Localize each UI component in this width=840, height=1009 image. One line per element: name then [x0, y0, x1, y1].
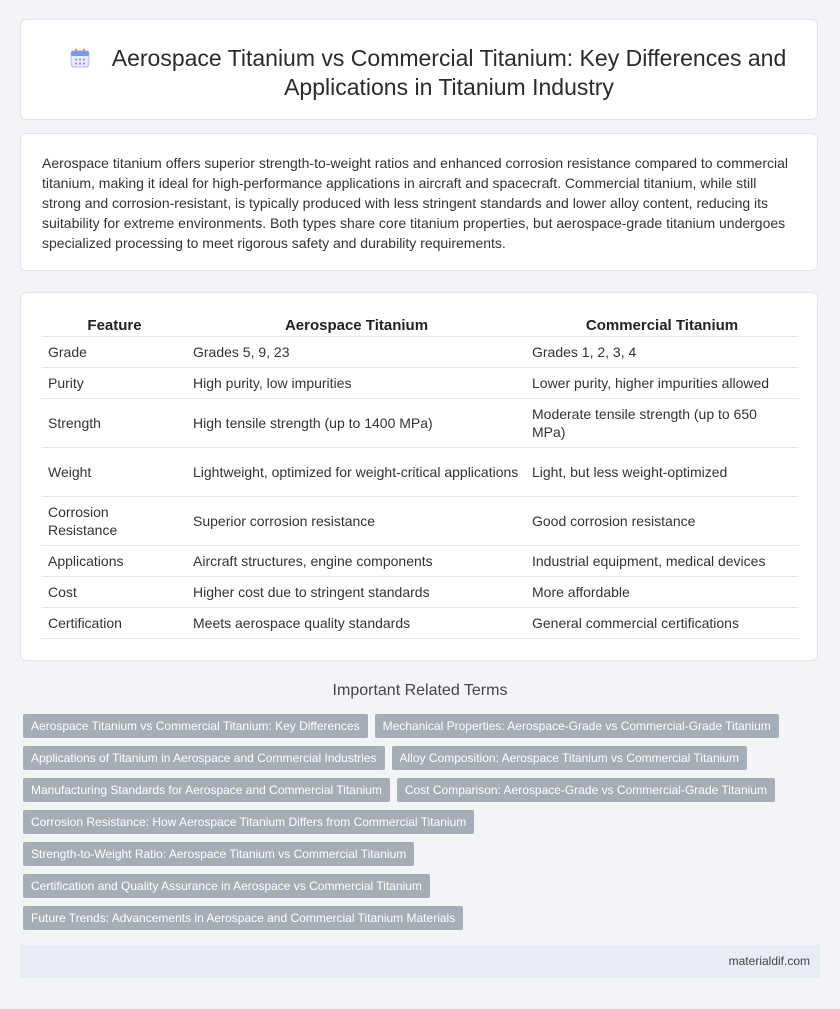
intro-card: [20, 133, 818, 271]
commercial-cell: Moderate tensile strength (up to 650 MPa): [526, 399, 798, 448]
table-row: [42, 448, 798, 497]
related-term-tag[interactable]: Alloy Composition: Aerospace Titanium vs Commercial Titanium: [392, 746, 747, 770]
feature-cell: Cost: [42, 577, 187, 608]
column-header: Commercial Titanium: [526, 312, 798, 337]
feature-cell: Weight: [42, 448, 187, 497]
table-row: [42, 399, 798, 448]
commercial-cell: Grades 1, 2, 3, 4: [526, 337, 798, 368]
related-terms-list: [23, 714, 823, 938]
table-row: [42, 577, 798, 608]
related-term-tag[interactable]: Strength-to-Weight Ratio: Aerospace Titanium vs Commercial Titanium: [23, 842, 414, 866]
commercial-cell: More affordable: [526, 577, 798, 608]
commercial-cell: Lower purity, higher impurities allowed: [526, 368, 798, 399]
related-terms-heading: Important Related Terms: [332, 682, 508, 699]
aerospace-cell: Superior corrosion resistance: [187, 497, 526, 546]
comparison-table: [42, 312, 798, 639]
feature-cell: Grade: [42, 337, 187, 368]
related-term-tag[interactable]: Mechanical Properties: Aerospace-Grade vs Commercial-Grade Titanium: [375, 714, 779, 738]
related-term-tag[interactable]: Corrosion Resistance: How Aerospace Titanium Differs from Commercial Titanium: [23, 810, 474, 834]
aerospace-cell: Aircraft structures, engine components: [187, 546, 526, 577]
aerospace-cell: Meets aerospace quality standards: [187, 608, 526, 639]
page-title: Aerospace Titanium vs Commercial Titanium: Key Differences and Applications in Titanium Industry: [111, 45, 787, 100]
aerospace-cell: Higher cost due to stringent standards: [187, 577, 526, 608]
aerospace-cell: Lightweight, optimized for weight-critical applications: [187, 448, 526, 497]
related-term-tag[interactable]: Manufacturing Standards for Aerospace and Commercial Titanium: [23, 778, 390, 802]
column-header: Feature: [42, 312, 187, 337]
table-row: [42, 497, 798, 546]
feature-cell: Purity: [42, 368, 187, 399]
commercial-cell: Good corrosion resistance: [526, 497, 798, 546]
footer: [20, 945, 820, 978]
related-term-tag[interactable]: Certification and Quality Assurance in Aerospace vs Commercial Titanium: [23, 874, 430, 898]
table-row: [42, 608, 798, 639]
feature-cell: Corrosion Resistance: [42, 497, 187, 546]
related-term-tag[interactable]: Cost Comparison: Aerospace-Grade vs Commercial-Grade Titanium: [397, 778, 775, 802]
table-row: [42, 337, 798, 368]
table-row: [42, 368, 798, 399]
commercial-cell: General commercial certifications: [526, 608, 798, 639]
aerospace-cell: Grades 5, 9, 23: [187, 337, 526, 368]
feature-cell: Strength: [42, 399, 187, 448]
table-header-row: [42, 312, 798, 337]
related-term-tag[interactable]: Future Trends: Advancements in Aerospace and Commercial Titanium Materials: [23, 906, 463, 930]
related-term-tag[interactable]: Aerospace Titanium vs Commercial Titanium: Key Differences: [23, 714, 368, 738]
column-header: Aerospace Titanium: [187, 312, 526, 337]
commercial-cell: Industrial equipment, medical devices: [526, 546, 798, 577]
feature-cell: Applications: [42, 546, 187, 577]
aerospace-cell: High purity, low impurities: [187, 368, 526, 399]
intro-paragraph: Aerospace titanium offers superior strength-to-weight ratios and enhanced corrosion resistance compared to commercial titanium, making it ideal for high-performance applications in aircraft and spacecraft. Commercial titanium, while still strong and corrosion-resistant, is typically produced with less stringent standards and lower alloy content, reducing its suitability for extreme environments. Both types share core titanium properties, but aerospace-grade titanium undergoes specialized processing to meet rigorous safety and durability requirements.: [42, 155, 788, 251]
aerospace-cell: High tensile strength (up to 1400 MPa): [187, 399, 526, 448]
table-row: [42, 546, 798, 577]
header-card: [20, 19, 818, 120]
footer-site-link[interactable]: materialdif.com: [728, 954, 810, 968]
related-term-tag[interactable]: Applications of Titanium in Aerospace and Commercial Industries: [23, 746, 385, 770]
commercial-cell: Light, but less weight-optimized: [526, 448, 798, 497]
comparison-card: [20, 292, 818, 661]
feature-cell: Certification: [42, 608, 187, 639]
